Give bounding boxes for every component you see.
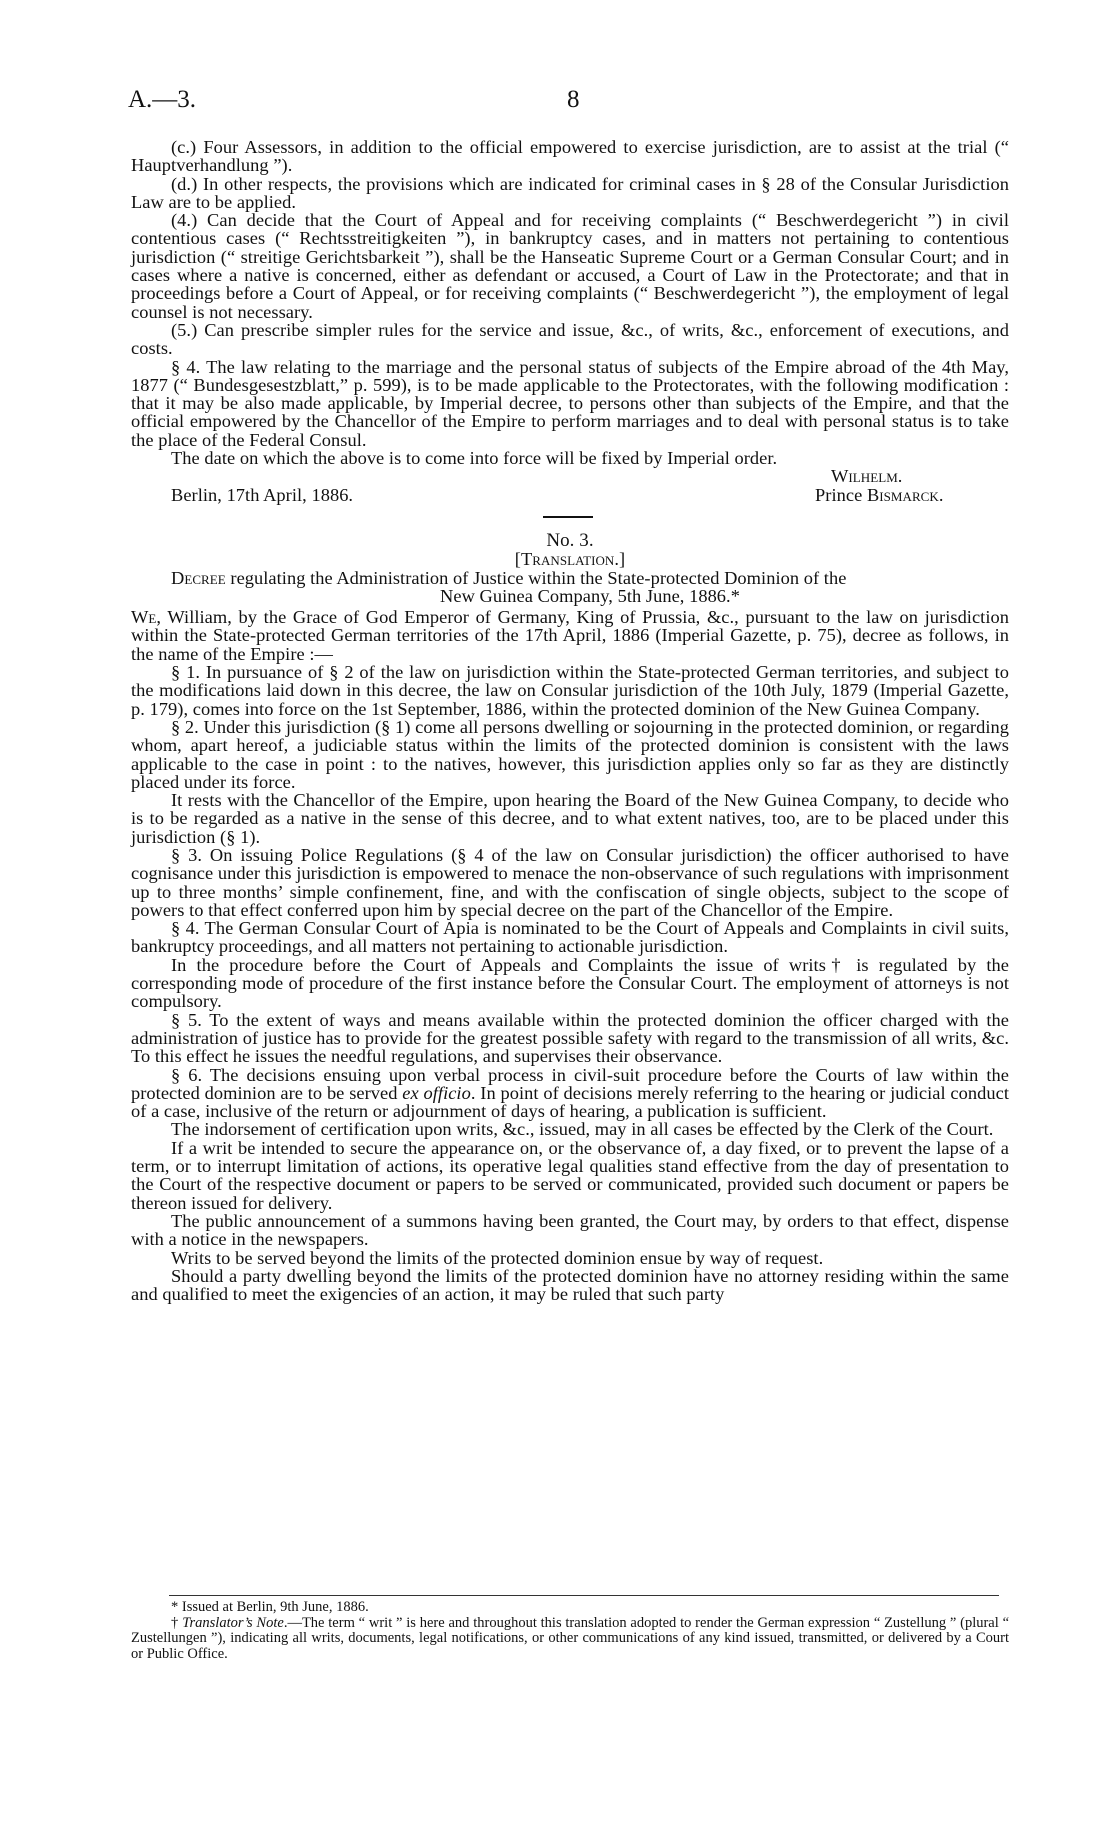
page-number: 8 [567,86,580,113]
decree-section-5: § 5. To the extent of ways and means available within the protected dominion the officer charged with the administration of justice has to provide for the greatest possible safety with regard to the transmission of all writs, &c. To this effect he issues the needful regulations, and supervises their observance. [131,1009,1009,1067]
decree-section-4b: In the procedure before the Court of Appeals and Complaints the issue of writs† is regulated by the corresponding mode of procedure of the first instance before the Consular Court. The employment of attorneys is not compulsory. [131,954,1009,1012]
preamble-text: , William, by the Grace of God Emperor of Germany, King of Prussia, &c., pursuant to the law on jurisdiction within the State-protected German territories of the 17th April, 1886 (Imperial Gazette, p. 75), decree as follows, in the name of the Empire :— [131,607,1009,664]
preamble-lead: We [131,607,157,628]
decree-section-6-ex-officio: ex officio [402,1082,471,1103]
decree-section-6f: Should a party dwelling beyond the limits of the protected dominion have no attorney residing within the same and qualified to meet the exigencies of an action, it may be ruled that such party [131,1265,1009,1305]
decree-section-6c: If a writ be intended to secure the appearance on, or the observance of, a day fixed, or to prevent the lapse of a term, or to interrupt limitation of actions, its operative legal qualities stand effective from the day of presentation to the Court of the respective document or papers to be served or communicated, provided such document or papers be thereon issued for delivery. [131,1137,1009,1213]
section-divider [543,516,593,518]
decree-section-6 [131,1066,1009,1121]
signature-wilhelm: Wilhelm. [831,466,903,487]
footnote-2-italic: Translator’s Note [182,1614,284,1631]
footnote-2-text: .—The term “ writ ” is here and throughout this translation adopted to render the German expression “ Zustellung ” (plural “ Zustellungen ”), indicating all writs, documents, legal notifications, or other communications of any kind issued, transmitted, or delivered by a Court or Public Office. [131,1614,1010,1662]
section-number: No. 3. [546,529,594,551]
page-body [131,138,1009,1303]
translation-label: [Translation.] [514,549,626,570]
signature-bismarck-name: Bismarck. [866,484,944,505]
paragraph-section-4: § 4. The law relating to the marriage and the personal status of subjects of the Empire abroad of the 4th May, 1877 (“ Bundesgesestzblatt,” p. 599), is to be made applicable to the Protectorates, with the following modification : that it may be also made applicable, by Imperial decree, to persons other than subjects of the Empire, and that the official empowered by the Chancellor of the Empire to perform marriages and to deal with personal status is to take the place of the Federal Consul. [131,356,1009,450]
paragraph-c: (c.) Four Assessors, in addition to the official empowered to exercise jurisdiction, are to assist at the trial (“ Hauptverhandlung ”). [131,137,1009,176]
footnote-2-mark: † [171,1614,183,1631]
paragraph-commencement: The date on which the above is to come into force will be fixed by Imperial order. [171,448,778,469]
signature-row-1 [131,467,1009,485]
signature-date: Berlin, 17th April, 1886. [171,484,354,505]
footnote-2 [131,1616,1009,1663]
preamble-paragraph [131,608,1009,663]
decree-section-6-part-a: § 6. The decisions ensuing upon verbal process in civil-suit procedure before the Courts of law within the protected dominion are to be served [131,1064,1009,1103]
decree-section-2: § 2. Under this jurisdiction (§ 1) come all persons dwelling or sojourning in the protected dominion, or regarding whom, apart hereof, a judiciable status within the limits of the protected dominion is consistent with the laws applicable to the case in point : to the natives, however, this jurisdiction applies only so far as they are distinctly placed under its force. [131,716,1009,792]
document-reference: A.—3. [128,86,197,113]
decree-title-lead: Decree [171,567,226,588]
footnotes [131,1600,1009,1662]
decree-title-line1: regulating the Administration of Justice within the State-protected Dominion of the [225,567,847,588]
decree-section-6-part-b: . In point of decisions merely referring to the hearing or judicial conduct of a case, inclusive of the return or adjournment of days of hearing, a publication is sufficient. [131,1082,1009,1122]
signature-row-2 [131,486,1009,504]
decree-title-line2: New Guinea Company, 5th June, 1886.* [440,585,740,606]
paragraph-d: (d.) In other respects, the provisions which are indicated for criminal cases in § 28 of the Consular Jurisdiction Law are to be applied. [131,173,1009,212]
decree-section-3: § 3. On issuing Police Regulations (§ 4 of the law on Consular jurisdiction) the officer authorised to have cognisance under this jurisdiction is empowered to menace the non-observance of such regulations with imprisonment up to three months’ simple confinement, fine, and with the confiscation of single objects, subject to the scope of powers to that effect conferred upon him by special decree on the part of the Chancellor of the Empire. [131,844,1009,920]
decree-section-6e: Writs to be served beyond the limits of the protected dominion ensue by way of request. [171,1247,824,1268]
decree-title [131,569,1009,587]
footnote-1: * Issued at Berlin, 9th June, 1886. [171,1599,369,1615]
signature-bismarck-prefix: Prince [815,484,867,505]
decree-section-1: § 1. In pursuance of § 2 of the law on jurisdiction within the State-protected German territories, and subject to the modifications laid down in this decree, the law on Consular jurisdiction of the 10th July, 1879 (Imperial Gazette, p. 179), comes into force on the 1st September, 1886, within the protected dominion of the New Guinea Company. [131,662,1009,719]
signature-bismarck [815,486,944,504]
decree-section-6d: The public announcement of a summons having been granted, the Court may, by orders to that effect, dispense with a notice in the newspapers. [131,1210,1009,1250]
paragraph-4: (4.) Can decide that the Court of Appeal and for receiving complaints (“ Beschwerdegericht ”) in civil contentious cases (“ Rechtsstreitigkeiten ”), in bankruptcy cases, and in matters not pertaining to contentious jurisdiction (“ streitige Gerichtsbarkeit ”), shall be the Hanseatic Supreme Court or a German Consular Court; and in cases where a native is concerned, either as defendant or accused, a Court of Law in the Protectorate; and that in proceedings before a Court of Appeal, or for receiving complaints (“ Beschwerdegericht ”), the employment of legal counsel is not necessary. [131,210,1009,322]
decree-section-2b: It rests with the Chancellor of the Empire, upon hearing the Board of the New Guinea Company, to decide who is to be regarded as a native in the sense of this decree, and to what extent natives, too, are to be placed under this jurisdiction (§ 1). [131,790,1009,847]
footnote-rule [169,1595,999,1596]
decree-section-4: § 4. The German Consular Court of Apia is nominated to be the Court of Appeals and Complaints in civil suits, bankruptcy proceedings, and all matters not pertaining to actionable jurisdiction. [131,918,1009,957]
decree-section-6b: The indorsement of certification upon writs, &c., issued, may in all cases be effected by the Clerk of the Court. [171,1119,994,1140]
paragraph-5: (5.) Can prescribe simpler rules for the service and issue, &c., of writs, &c., enforcement of executions, and costs. [131,319,1009,359]
